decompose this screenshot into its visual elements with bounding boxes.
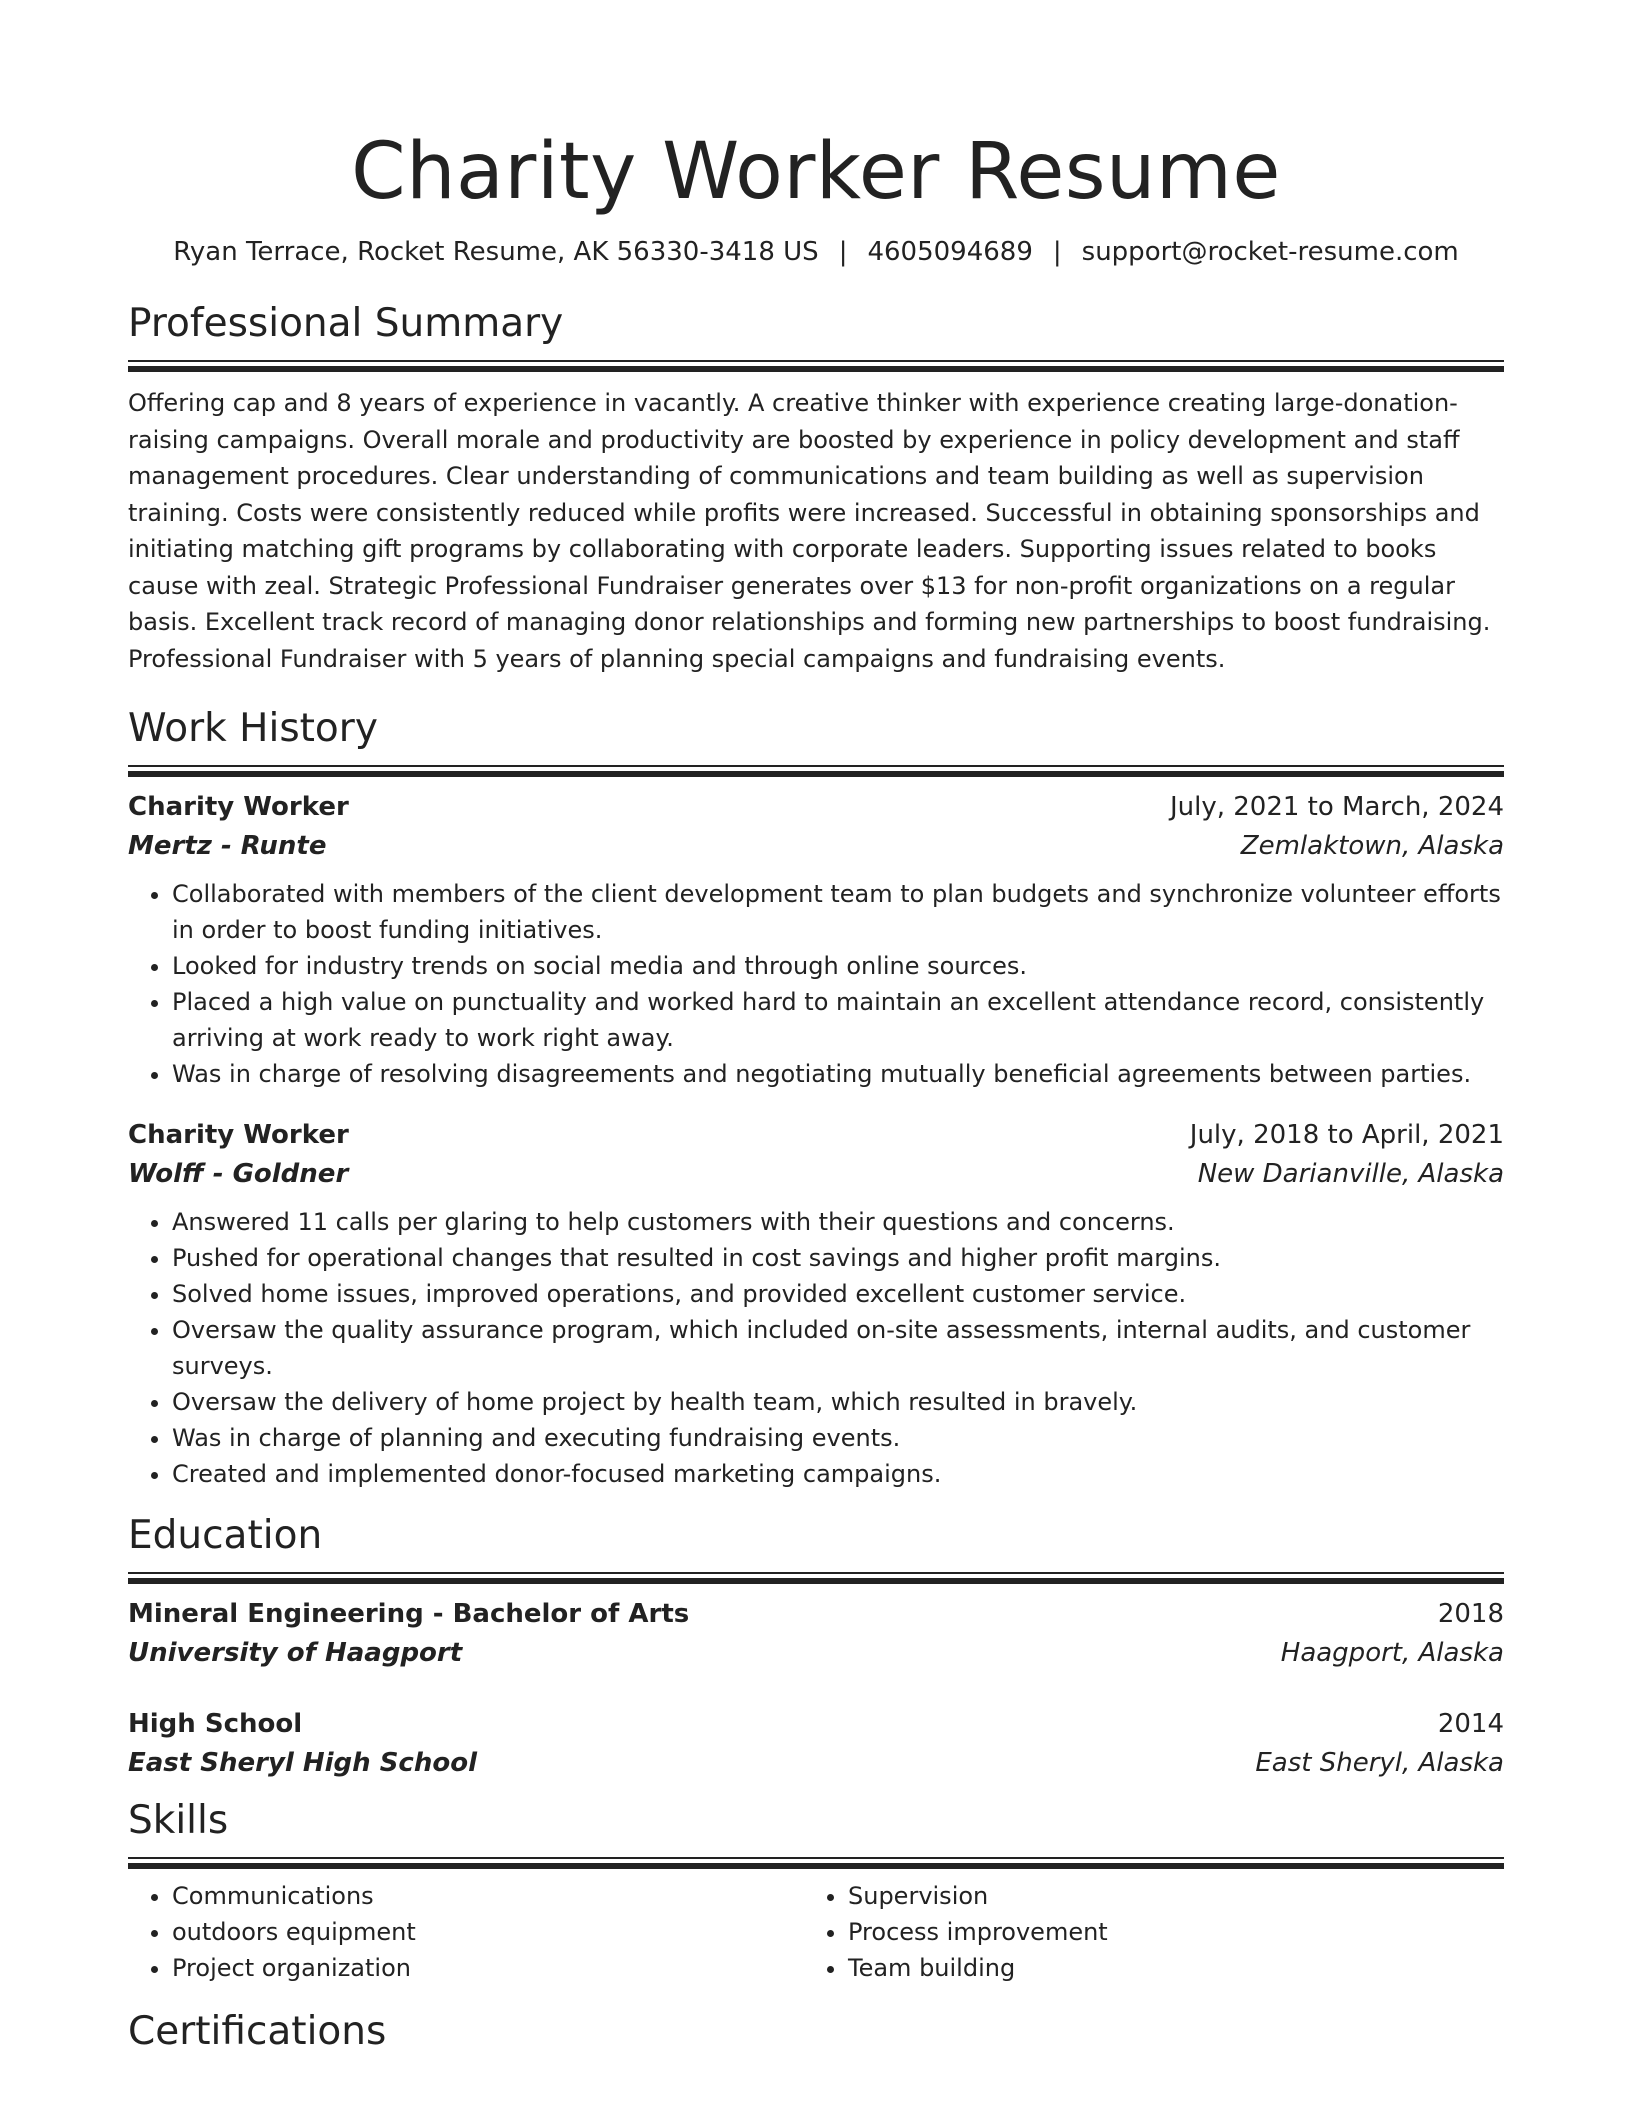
skills-column-left <box>128 1878 804 1986</box>
section-divider <box>128 1857 1504 1864</box>
resume-content <box>128 0 1504 2056</box>
education-school: East Sheryl High School <box>128 1748 477 1778</box>
education-entry <box>128 1705 1504 1783</box>
job-title: Charity Worker <box>128 792 349 822</box>
job-entry <box>128 1116 1504 1492</box>
education-entry <box>128 1595 1504 1673</box>
skill-item: • Supervision <box>848 1878 1482 1914</box>
skill-item: • Process improvement <box>848 1914 1482 1950</box>
skills-grid <box>128 1878 1504 1986</box>
job-bullet: • Oversaw the quality assurance program, which included on-site assessments, internal audits, and customer surveys. <box>172 1312 1504 1384</box>
summary-section <box>128 300 1504 677</box>
contact-phone: 4605094689 <box>867 237 1033 267</box>
education-year: 2014 <box>1437 1709 1504 1739</box>
job-header-row <box>128 788 1504 827</box>
skill-item: • Project organization <box>172 1950 804 1986</box>
skills-section <box>128 1797 1504 1986</box>
job-bullet: • Pushed for operational changes that resulted in cost savings and higher profit margins. <box>172 1240 1504 1276</box>
education-location: East Sheryl, Alaska <box>1255 1748 1504 1778</box>
summary-text: Offering cap and 8 years of experience in vacantly. A creative thinker with experience creating large-donation-raising campaigns. Overall morale and productivity are boosted by experience in policy development and staff management procedures. Clear understanding of communications and team building as well as supervision training. Costs were consistently reduced while profits were increased. Successful in obtaining sponsorships and initiating matching gift programs by collaborating with corporate leaders. Supporting issues related to books cause with zeal. Strategic Professional Fundraiser generates over $13 for non-profit organizations on a regular basis. Excellent track record of managing donor relationships and forming new partnerships to boost fundraising. Professional Fundraiser with 5 years of planning special campaigns and fundraising events. <box>128 389 1491 673</box>
education-school: University of Haagport <box>128 1638 463 1668</box>
job-dates: July, 2018 to April, 2021 <box>1189 1120 1504 1150</box>
job-bullet: • Oversaw the delivery of home project by health team, which resulted in bravely. <box>172 1384 1504 1420</box>
job-bullet: • Created and implemented donor-focused marketing campaigns. <box>172 1456 1504 1492</box>
job-bullet-list <box>128 876 1504 1092</box>
contact-email: support@rocket-resume.com <box>1081 237 1459 267</box>
section-heading-summary: Professional Summary <box>128 301 564 346</box>
contact-line <box>128 236 1504 268</box>
job-company: Mertz - Runte <box>128 831 327 861</box>
job-bullet: • Collaborated with members of the client development team to plan budgets and synchronize volunteer efforts in order to boost funding initiatives. <box>172 876 1504 948</box>
education-location: Haagport, Alaska <box>1280 1638 1504 1668</box>
section-heading-education: Education <box>128 1513 323 1558</box>
section-divider <box>128 360 1504 367</box>
education-school-row <box>128 1634 1504 1673</box>
job-bullet: • Looked for industry trends on social media and through online sources. <box>172 948 1504 984</box>
education-year: 2018 <box>1437 1599 1504 1629</box>
job-title: Charity Worker <box>128 1120 349 1150</box>
section-divider <box>128 765 1504 772</box>
job-dates: July, 2021 to March, 2024 <box>1169 792 1504 822</box>
contact-address: Ryan Terrace, Rocket Resume, AK 56330-3418 US <box>173 237 819 267</box>
education-header-row <box>128 1705 1504 1744</box>
job-location: New Darianville, Alaska <box>1197 1159 1504 1189</box>
job-bullet: • Answered 11 calls per glaring to help customers with their questions and concerns. <box>172 1204 1504 1240</box>
job-company: Wolff - Goldner <box>128 1159 349 1189</box>
section-heading-certifications: Certifications <box>128 2009 387 2054</box>
job-company-row <box>128 1155 1504 1194</box>
job-company-row <box>128 827 1504 866</box>
education-degree: High School <box>128 1709 303 1739</box>
contact-separator: | <box>838 237 848 267</box>
document-title: Charity Worker Resume <box>351 127 1281 217</box>
job-bullet-list <box>128 1204 1504 1492</box>
education-header-row <box>128 1595 1504 1634</box>
job-entry <box>128 788 1504 1092</box>
job-bullet: • Placed a high value on punctuality and worked hard to maintain an excellent attendance record, consistently arriving at work ready to work right away. <box>172 984 1504 1056</box>
education-school-row <box>128 1744 1504 1783</box>
work-history-section <box>128 705 1504 1492</box>
skill-item: • Team building <box>848 1950 1482 1986</box>
job-bullet: • Was in charge of planning and executing fundraising events. <box>172 1420 1504 1456</box>
job-header-row <box>128 1116 1504 1155</box>
certifications-section <box>128 2008 1504 2056</box>
skill-item: • Communications <box>172 1878 804 1914</box>
skills-column-right <box>804 1878 1482 1986</box>
skill-item: • outdoors equipment <box>172 1914 804 1950</box>
job-location: Zemlaktown, Alaska <box>1240 831 1504 861</box>
section-heading-work: Work History <box>128 706 378 751</box>
job-bullet: • Solved home issues, improved operations, and provided excellent customer service. <box>172 1276 1504 1312</box>
education-degree: Mineral Engineering - Bachelor of Arts <box>128 1599 690 1629</box>
contact-separator: | <box>1052 237 1062 267</box>
education-section <box>128 1512 1504 1783</box>
job-bullet: • Was in charge of resolving disagreements and negotiating mutually beneficial agreements between parties. <box>172 1056 1504 1092</box>
section-heading-skills: Skills <box>128 1798 229 1843</box>
section-divider <box>128 1572 1504 1579</box>
